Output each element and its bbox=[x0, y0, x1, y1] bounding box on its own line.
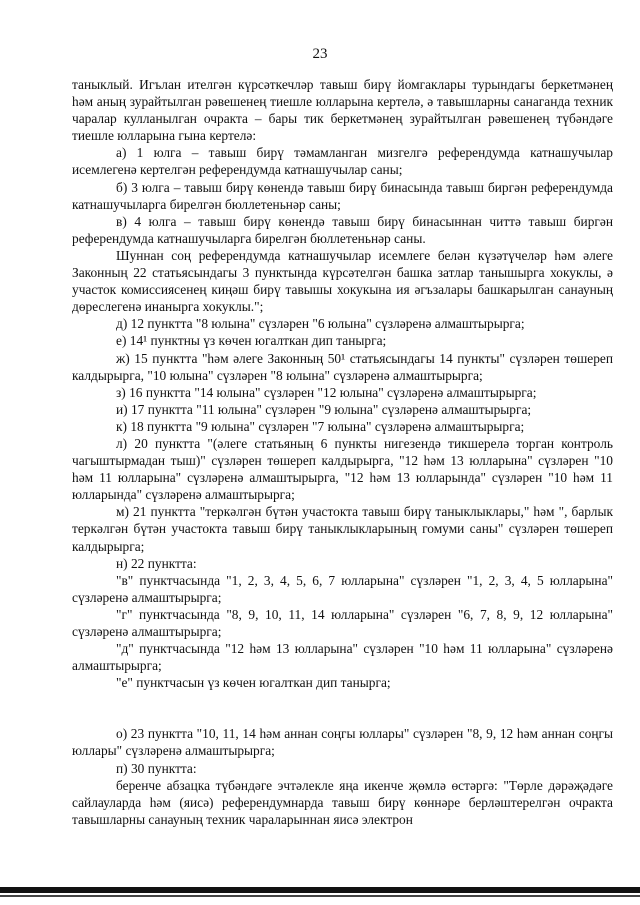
paragraph: е) 14¹ пунктны үз көчен югалткан дип танырга; bbox=[116, 333, 387, 349]
paragraph: таныклый. Игълан ителгән күрсәткечләр тавыш бирү йомгаклары турындагы беркетмәнең һәм аның зурайтылган рәвешенең тиешле юлларына кертелә, ә тавышларны санаганда техник чаралар кулланылган очракта – бары тик беркетмәнең зурайтылган рәвешенең түбәндәге тиешле юлларына гына кертелә: bbox=[72, 77, 613, 144]
paragraph: н) 22 пунктта: bbox=[116, 555, 197, 571]
paragraph: беренче абзацка түбәндәге эчтәлекле яңа икенче җөмлә өстәргә: "Төрле дәрәҗәдәге сайлауларда һәм (яисә) референдумнарда тавыш бирү көннәре берләштерелгән очракта тавышларны санауның техник чараларыннан яисә электрон bbox=[72, 777, 613, 827]
paragraph: л) 20 пунктта "(әлеге статьяның 6 пункты нигезендә тикшерелә торган контроль чагыштырмадан тыш)" сүзләрен төшереп калдырырга, "12 һәм 13 юлларына" сүзләрен "10 һәм 11 юлларына" сүзләренә алмаштырырга, "12 һәм 13 юлларында" сүзләрен "10 һәм 11 юлларында" сүзләренә алмаштырырга; bbox=[72, 435, 613, 503]
blank-space bbox=[72, 691, 613, 725]
paragraph: в) 4 юлга – тавыш бирү көнендә тавыш бирү бинасыннан читтә тавыш биргән референдумда катнашучыларга бирелгән бюллетеньнәр саны. bbox=[72, 213, 613, 246]
paragraph: б) 3 юлга – тавыш бирү көнендә тавыш бирү бинасында тавыш биргән референдумда катнашучыларга бирелгән бюллетеньнәр саны; bbox=[72, 179, 613, 212]
paragraph: к) 18 пунктта "9 юлына" сүзләрен "7 юлына" сүзләренә алмаштырырга; bbox=[116, 418, 525, 434]
scan-edge-line bbox=[0, 895, 640, 897]
paragraph: м) 21 пунктта "теркәлгән бүтән участокта тавыш бирү таныклыклары," һәм ", барлык теркәлгән бүтән участокта тавыш бирү таныклыкларының гомуми саны" сүзләрен төшереп калдырырга; bbox=[72, 504, 613, 554]
paragraph: "е" пунктчасын үз көчен югалткан дип танырга; bbox=[116, 675, 391, 691]
paragraph: ж) 15 пунктта "һәм әлеге Законның 50¹ статьясындагы 14 пункты" сүзләрен төшереп калдырырга, "10 юлына" сүзләрен "8 юлына" сүзләренә алмаштырырга; bbox=[72, 350, 613, 383]
paragraph: "д" пунктчасында "12 һәм 13 юлларына" сүзләрен "10 һәм 11 юлларына" сүзләренә алмаштырырга; bbox=[72, 641, 613, 674]
paragraph: д) 12 пунктта "8 юлына" сүзләрен "6 юлына" сүзләренә алмаштырырга; bbox=[116, 316, 525, 332]
document-body bbox=[72, 76, 613, 828]
paragraph: а) 1 юлга – тавыш бирү тәмамланган мизгелгә референдумда катнашучылар исемлегенә кертелгән референдумда катнашучылар саны; bbox=[72, 145, 613, 178]
paragraph: Шуннан соң референдумда катнашучылар исемлеге белән күзәтүчеләр һәм әлеге Законның 22 статьясындагы 3 пунктында күрсәтелгән башка затлар танышырга хокуклы, ә участок комиссиясенең киңәш бирү тавышы хокукына ия әгъзалары башкарылган санауның дөреслегенә инанырга хокуклы."; bbox=[72, 247, 613, 315]
paragraph: п) 30 пунктта: bbox=[116, 760, 197, 776]
paragraph: "в" пунктчасында "1, 2, 3, 4, 5, 6, 7 юлларына" сүзләрен "1, 2, 3, 4, 5 юлларына" сүзләренә алмаштырырга; bbox=[72, 572, 613, 605]
page-number: 23 bbox=[312, 46, 328, 62]
paragraph: з) 16 пунктта "14 юлына" сүзләрен "12 юлына" сүзләренә алмаштырырга; bbox=[116, 384, 537, 400]
paragraph: и) 17 пунктта "11 юлына" сүзләрен "9 юлына" сүзләренә алмаштырырга; bbox=[116, 401, 532, 417]
paragraph: "г" пунктчасында "8, 9, 10, 11, 14 юлларына" сүзләрен "6, 7, 8, 9, 12 юлларына" сүзләренә алмаштырырга; bbox=[72, 606, 613, 639]
scan-edge-bar bbox=[0, 887, 640, 893]
paragraph: о) 23 пунктта "10, 11, 14 һәм аннан соңгы юллары" сүзләрен "8, 9, 12 һәм аннан соңгы юллары" сүзләренә алмаштырырга; bbox=[72, 726, 613, 759]
